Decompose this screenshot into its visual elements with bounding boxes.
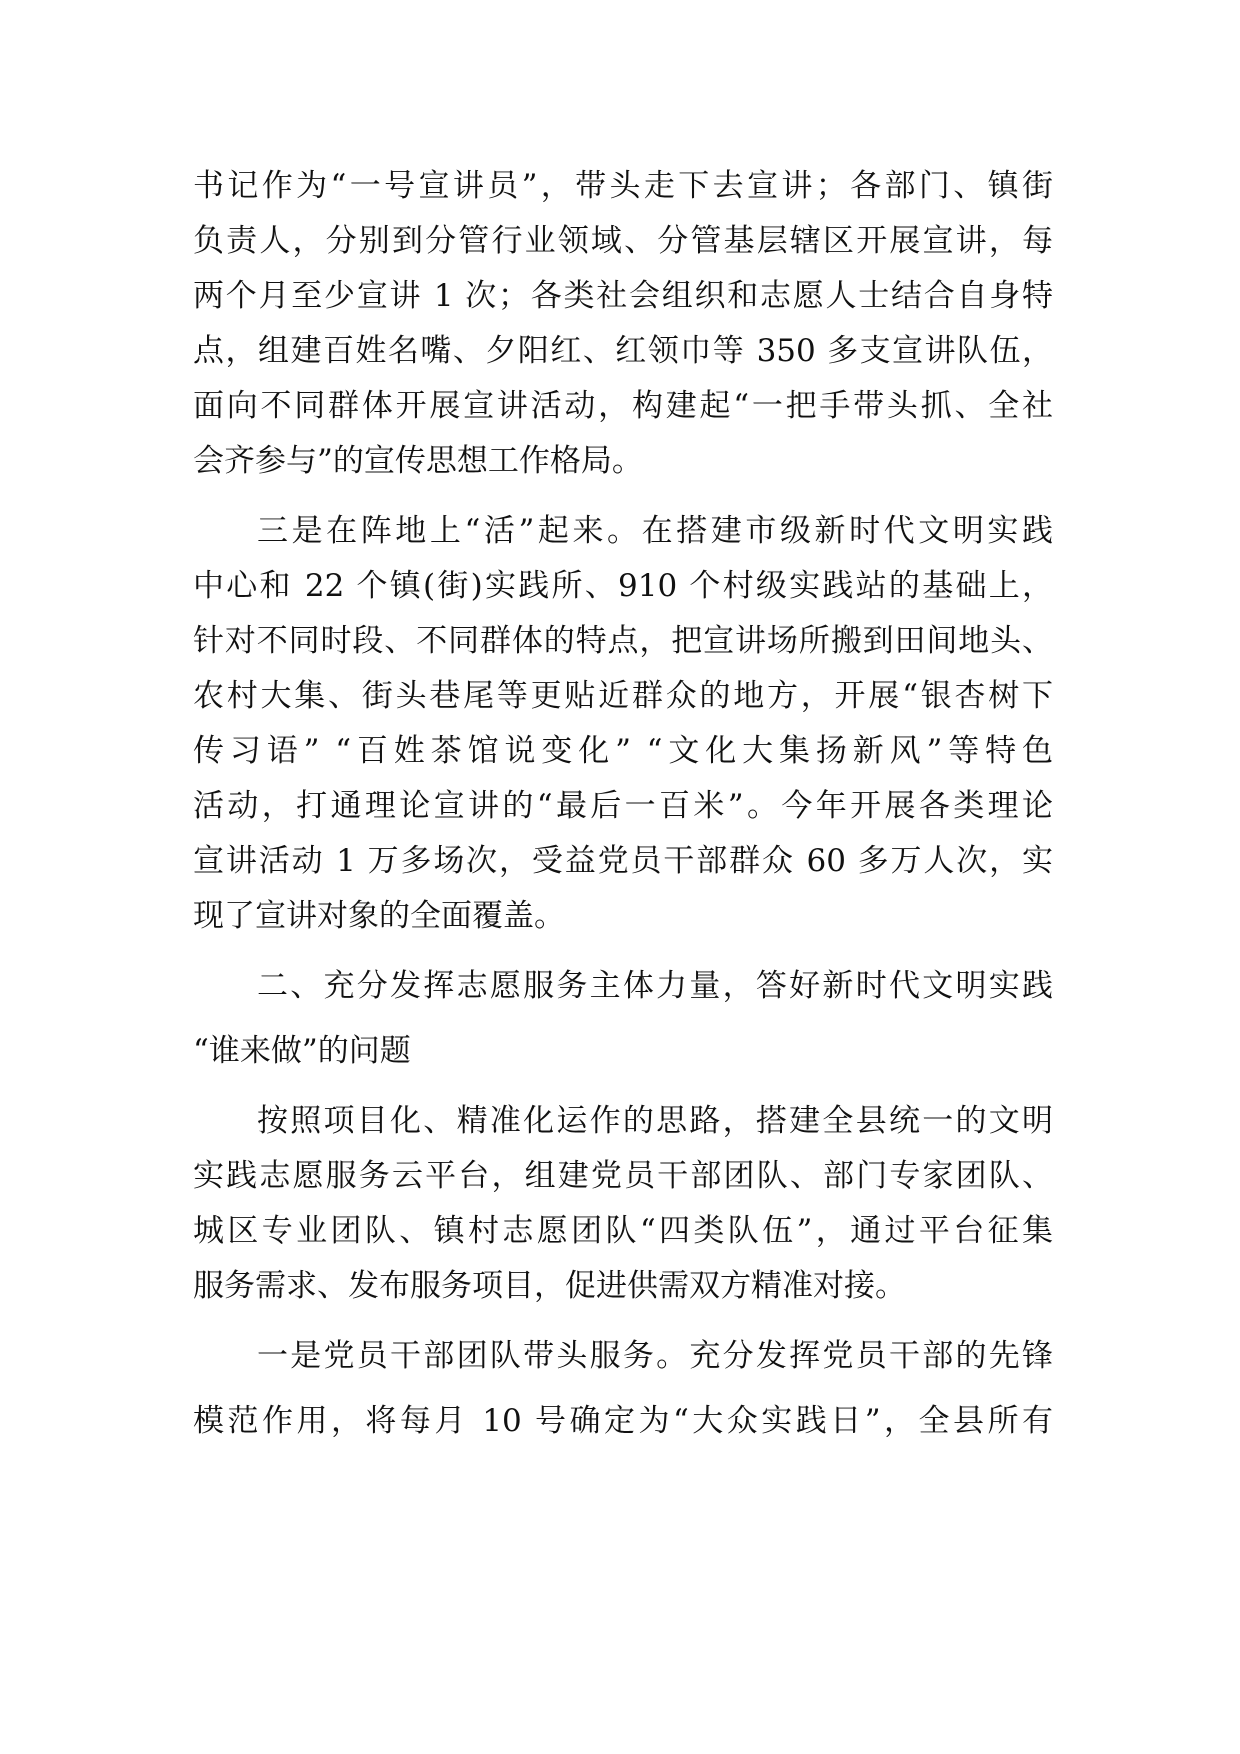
- text-line: 针对不同时段、不同群体的特点，把宣讲场所搬到田间地头、: [193, 623, 1053, 659]
- text-line: 两个月至少宣讲 1 次；各类社会组织和志愿人士结合自身特: [193, 278, 1053, 314]
- text-line: 实践志愿服务云平台，组建党员干部团队、部门专家团队、: [193, 1158, 1053, 1194]
- text-line: 面向不同群体开展宣讲活动，构建起“一把手带头抓、全社: [193, 388, 1053, 424]
- text-line: 中心和 22 个镇(街)实践所、910 个村级实践站的基础上，: [193, 568, 1053, 604]
- paragraph-heading-line: 三是在阵地上“活”起来。在搭建市级新时代文明实践: [257, 513, 1053, 549]
- text-line: 书记作为“一号宣讲员”，带头走下去宣讲；各部门、镇街: [193, 168, 1053, 204]
- text-line: 城区专业团队、镇村志愿团队“四类队伍”，通过平台征集: [193, 1213, 1053, 1249]
- text-line: 负责人，分别到分管行业领域、分管基层辖区开展宣讲，每: [193, 223, 1053, 259]
- text-line: 传习语” “百姓茶馆说变化” “文化大集扬新风”等特色: [193, 733, 1053, 769]
- text-line: 模范作用，将每月 10 号确定为“大众实践日”，全县所有: [193, 1403, 1053, 1439]
- section-heading-line: 二、充分发挥志愿服务主体力量，答好新时代文明实践: [257, 968, 1053, 1004]
- text-line: 点，组建百姓名嘴、夕阳红、红领巾等 350 多支宣讲队伍，: [193, 333, 1053, 369]
- text-line: 活动，打通理论宣讲的“最后一百米”。今年开展各类理论: [193, 788, 1053, 824]
- paragraph-heading-line: 一是党员干部团队带头服务。充分发挥党员干部的先锋: [257, 1338, 1053, 1374]
- text-line: 服务需求、发布服务项目，促进供需双方精准对接。: [193, 1268, 906, 1304]
- text-line: 现了宣讲对象的全面覆盖。: [193, 898, 565, 934]
- text-line: 农村大集、街头巷尾等更贴近群众的地方，开展“银杏树下: [193, 678, 1053, 714]
- text-line: 会齐参与”的宣传思想工作格局。: [193, 443, 643, 479]
- section-heading-line: “谁来做”的问题: [193, 1033, 411, 1069]
- text-line: 宣讲活动 1 万多场次，受益党员干部群众 60 多万人次，实: [193, 843, 1053, 879]
- text-line: 按照项目化、精准化运作的思路，搭建全县统一的文明: [257, 1103, 1053, 1139]
